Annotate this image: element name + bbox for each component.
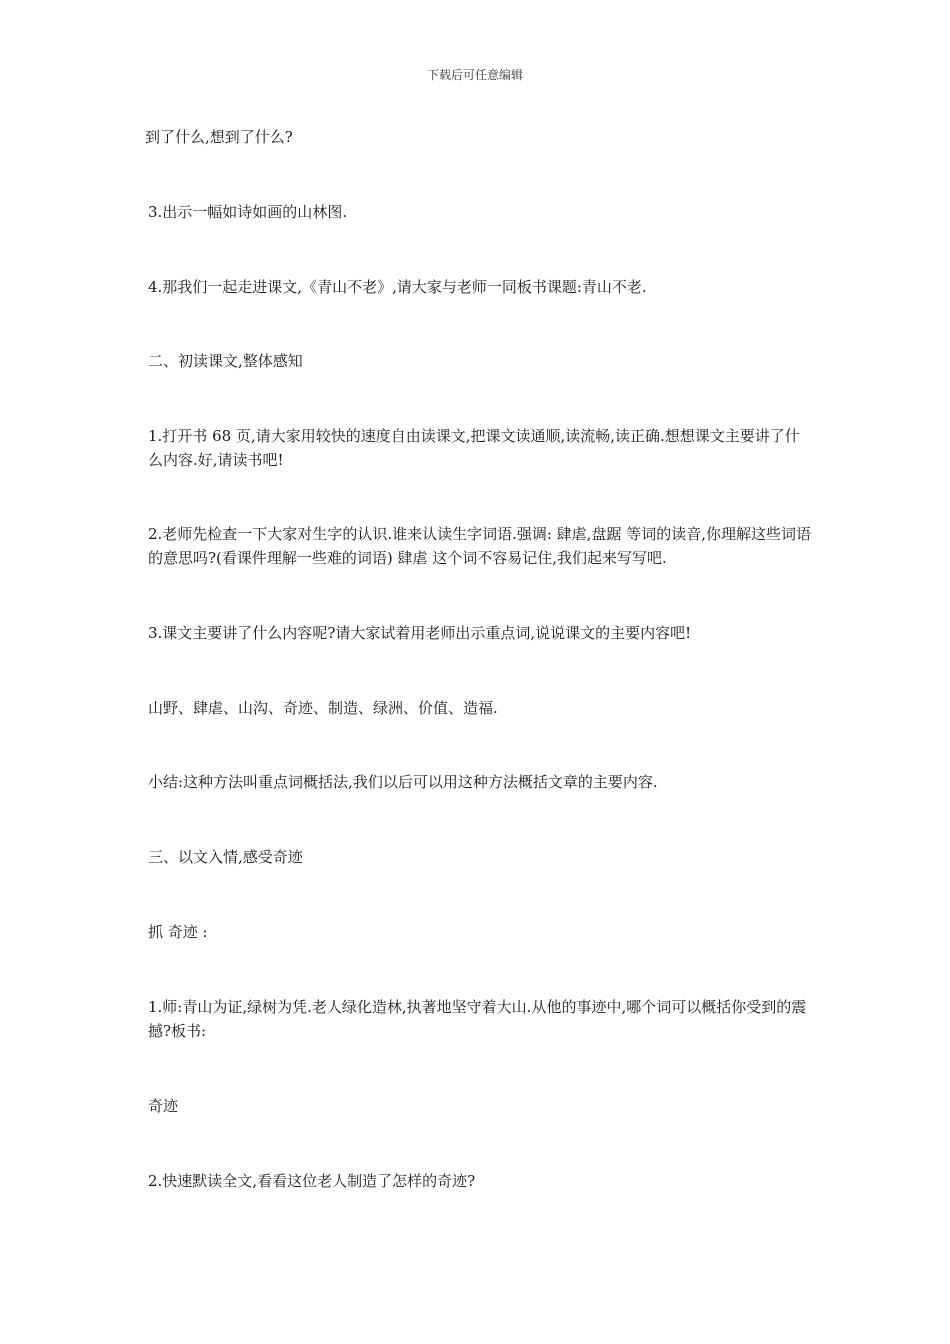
paragraph-step-4-title: 4.那我们一起走进课文,《青山不老》,请大家与老师一同板书课题:青山不老.: [148, 278, 647, 296]
paragraph-summary: 小结:这种方法叫重点词概括法,我们以后可以用这种方法概括文章的主要内容.: [148, 773, 658, 791]
paragraph-key-words: 山野、肆虐、山沟、奇迹、制造、绿洲、价值、造福.: [148, 699, 498, 717]
paragraph-continuation: 到了什么,想到了什么?: [145, 128, 293, 146]
paragraph-read-text: 1.打开书 68 页,请大家用较快的速度自由读课文,把课文读通顺,读流畅,读正确.想想课文主要讲了什么内容.好,请读书吧!: [148, 427, 800, 469]
paragraph-board-word: 奇迹: [148, 1097, 179, 1115]
paragraph-teacher-prompt: 1.师:青山为证,绿树为凭.老人绿化造林,执著地坚守着大山.从他的事迹中,哪个词可以概括你受到的震撼?板书:: [148, 998, 807, 1040]
paragraph-main-content: 3.课文主要讲了什么内容呢?请大家试着用老师出示重点词,说说课文的主要内容吧!: [148, 624, 692, 642]
paragraph-focus-miracle: 抓 奇迹 :: [148, 923, 208, 941]
section-heading-3: 三、以文入情,感受奇迹: [148, 848, 303, 866]
page-header-note: 下载后可任意编辑: [426, 68, 523, 82]
paragraph-step-3-image: 3.出示一幅如诗如画的山林图.: [148, 203, 348, 221]
section-heading-2: 二、初读课文,整体感知: [148, 352, 303, 370]
paragraph-silent-reading: 2.快速默读全文,看看这位老人制造了怎样的奇迹?: [148, 1172, 476, 1190]
paragraph-vocabulary-check: 2.老师先检查一下大家对生字的认识.谁来认读生字词语.强调: 肆虐,盘踞 等词的读音,你理解这些词语的意思吗?(看课件理解一些难的词语) 肆虐 这个词不容易记住,我们起来写写吧.: [148, 525, 811, 567]
